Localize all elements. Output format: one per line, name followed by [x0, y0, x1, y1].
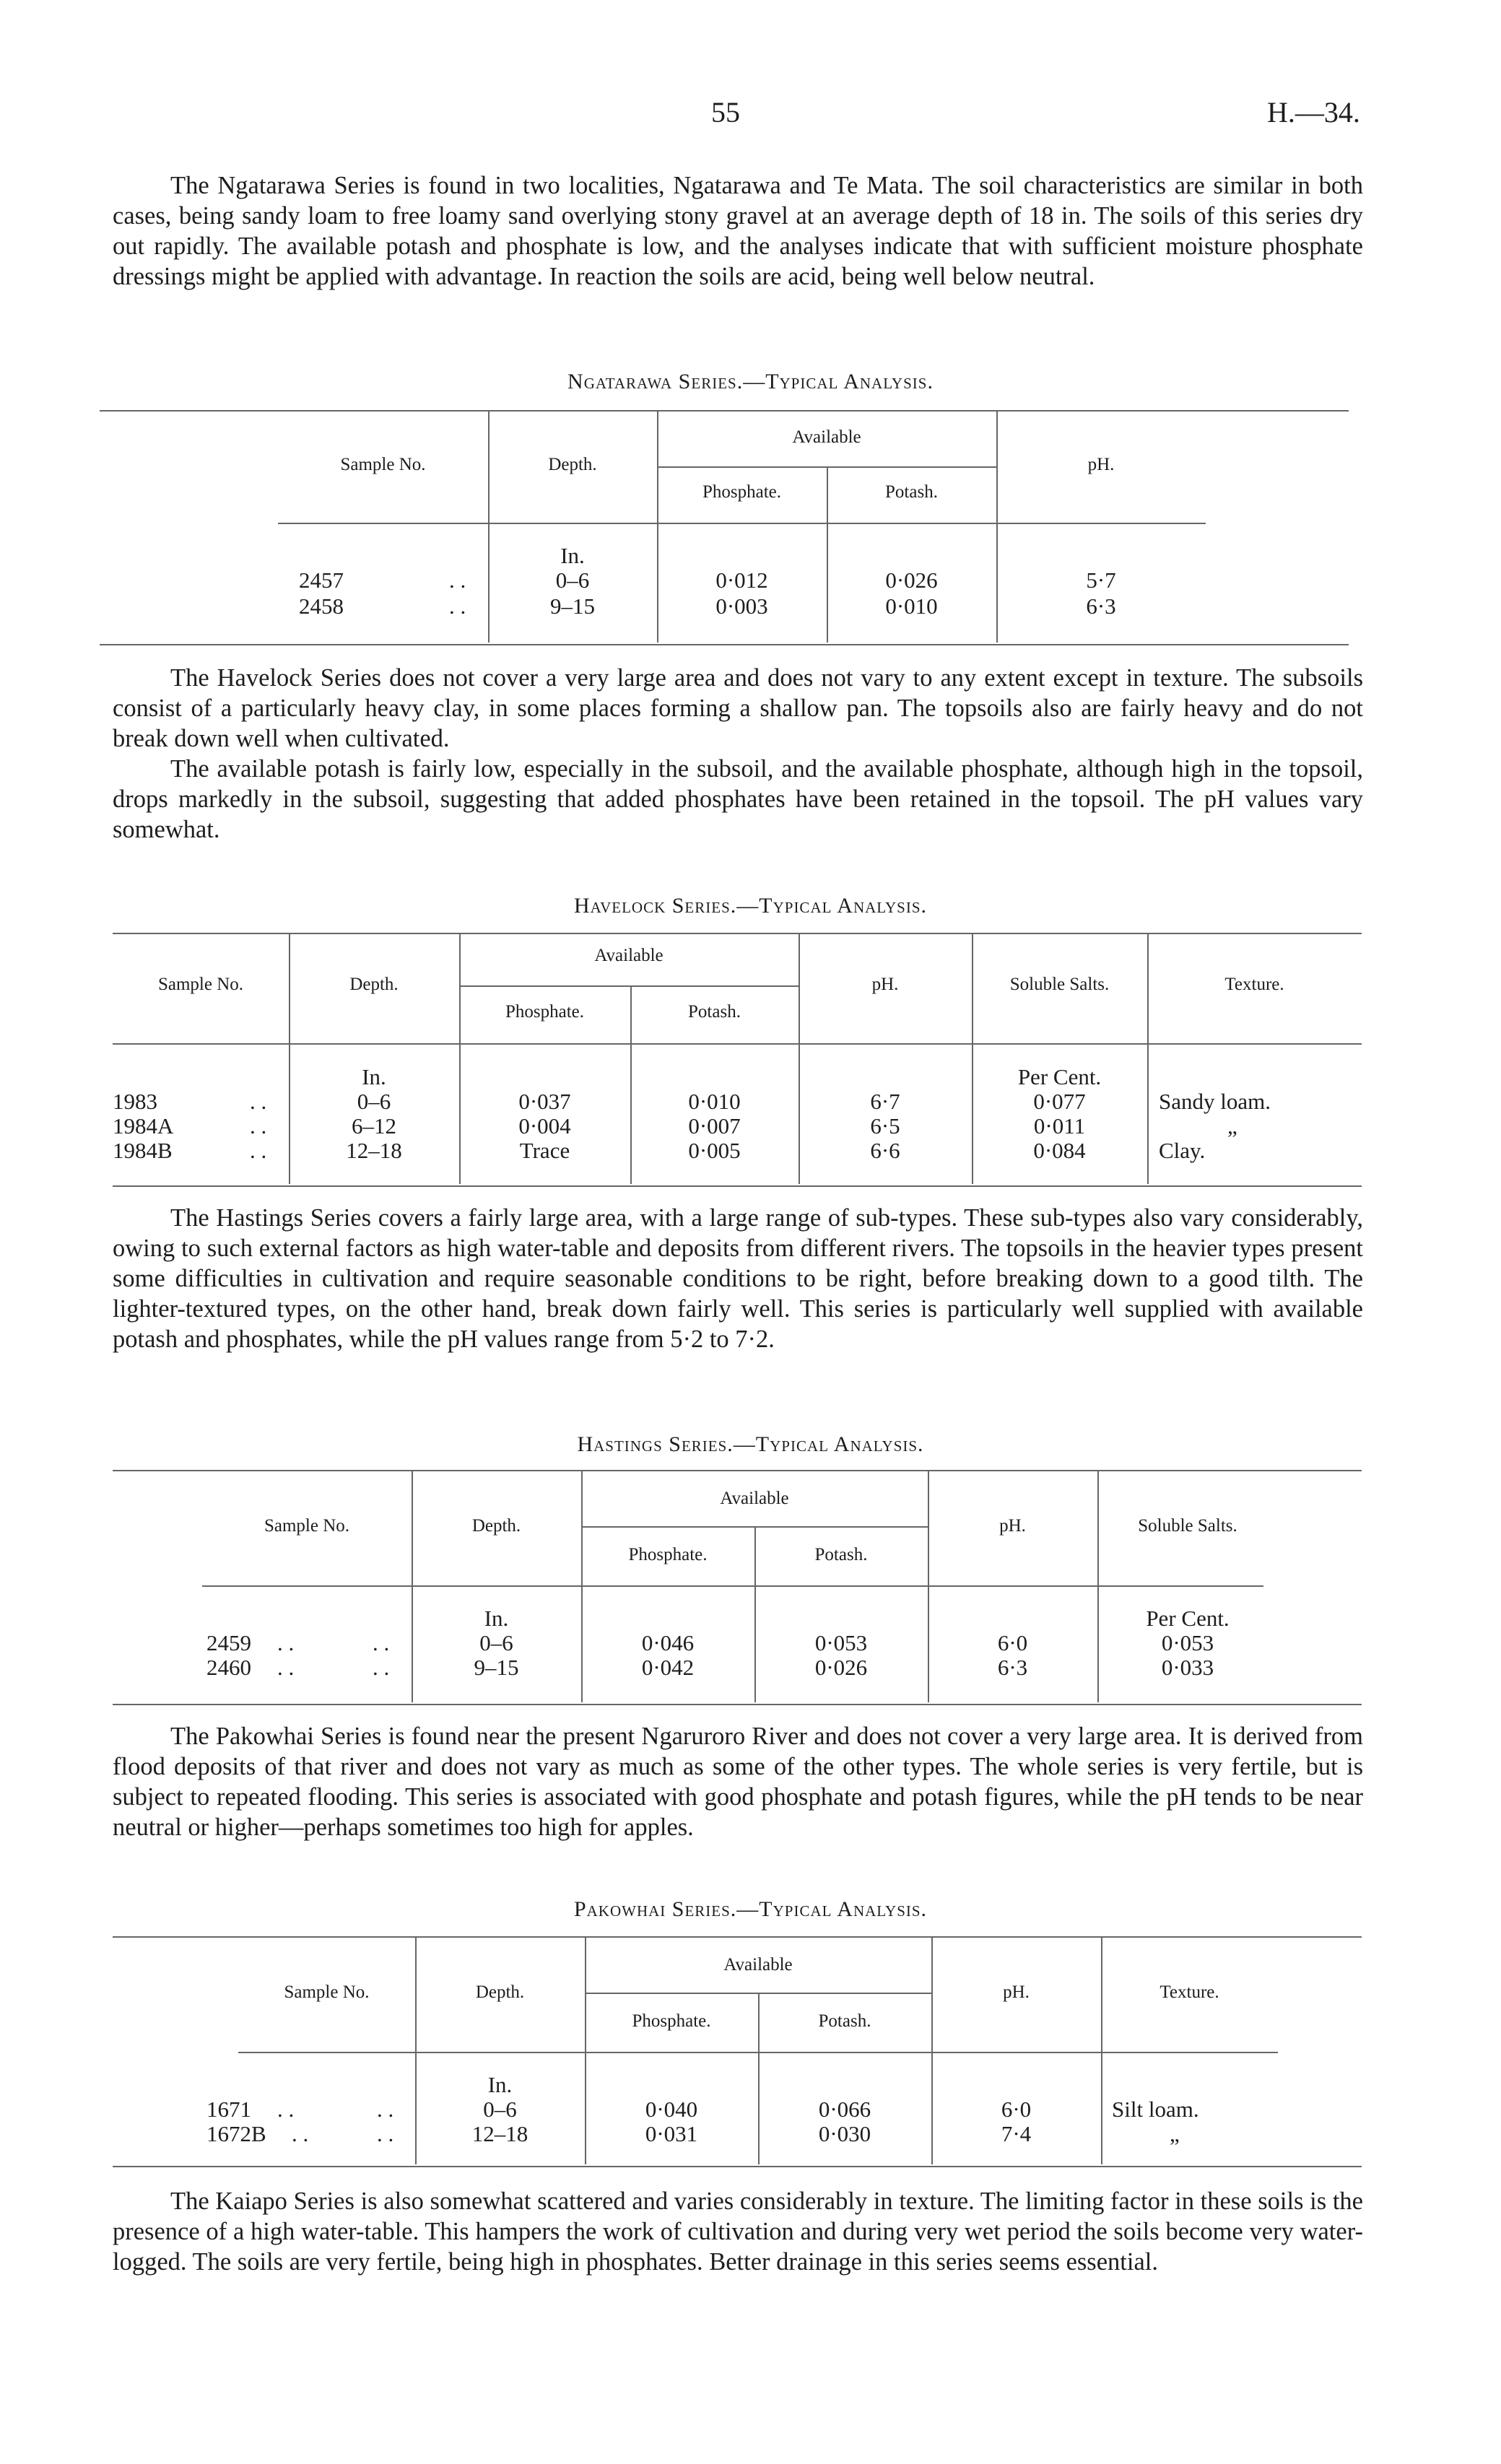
paragraph-kaiapo: The Kaiapo Series is also somewhat scattered and varies considerably in texture. The limiting factor in these soils is the presence of a high water-table. This hampers the work of cultivation and during very wet period the soils become very water-logged. The soils are very fertile, being high in phosphates. Better drainage in this series seems essential. — [113, 2187, 1363, 2276]
cell-ph: 6·6 — [870, 1138, 900, 1163]
leader-dots: . . — [377, 2097, 394, 2122]
depth-unit: In. — [560, 543, 585, 568]
leader-dots: . . — [277, 1655, 295, 1680]
paragraph-pakowhai: The Pakowhai Series is found near the present Ngaruroro River and does not cover a very large area. It is derived from flood deposits of that river and does not vary as much as some of the other types. The whole series is very fertile, but is subject to repeated flooding. This series is associated with good phosphate and potash figures, while the pH tends to be near neutral or higher—perhaps sometimes too high for apples. — [113, 1723, 1363, 1841]
leader-dots: . . — [277, 1630, 295, 1655]
col-header-potash: Potash. — [688, 1002, 741, 1022]
cell-soluble-salts: 0·077 — [1033, 1089, 1086, 1114]
col-header-available: Available — [792, 427, 861, 447]
cell-ph: 6·0 — [1001, 2097, 1032, 2122]
cell-depth: 0–6 — [483, 2097, 517, 2122]
col-header-sample-no: Sample No. — [157, 975, 244, 994]
leader-dots: . . — [449, 567, 466, 593]
cell-potash: 0·030 — [818, 2121, 871, 2146]
document-code: H.—34. — [1267, 96, 1360, 129]
col-header-depth: Depth. — [475, 1982, 525, 2002]
cell-depth: 0–6 — [479, 1630, 513, 1655]
leader-dots: . . — [449, 593, 466, 619]
cell-potash: 0·026 — [885, 567, 938, 593]
leader-dots: . . — [377, 2121, 394, 2146]
cell-potash: 0·010 — [885, 593, 938, 619]
paragraph-havelock-2: The available potash is fairly low, especially in the subsoil, and the available phosphate, although high in the topsoil, drops markedly in the subsoil, suggesting that added phosphates have been retained in the topsoil. The pH values vary somewhat. — [113, 755, 1363, 843]
cell-ph: 5·7 — [1086, 567, 1116, 593]
cell-ph: 6·0 — [997, 1630, 1028, 1655]
cell-sample: 2460 — [206, 1655, 251, 1680]
cell-phosphate: 0·040 — [645, 2097, 698, 2122]
cell-texture: „ — [1170, 2121, 1180, 2146]
cell-potash: 0·007 — [688, 1113, 741, 1139]
col-header-depth: Depth. — [349, 975, 399, 994]
cell-phosphate: Trace — [519, 1138, 570, 1163]
cell-ph: 6·3 — [1086, 593, 1116, 619]
cell-soluble-salts: 0·084 — [1033, 1138, 1086, 1163]
cell-texture: Clay. — [1159, 1138, 1206, 1163]
cell-phosphate: 0·042 — [641, 1655, 695, 1680]
paragraph-ngatarawa: The Ngatarawa Series is found in two localities, Ngatarawa and Te Mata. The soil characteristics are similar in both cases, being sandy loam to free loamy sand overlying stony gravel at an average depth of 18 in. The soils of this series dry out rapidly. The available potash and phosphate is low, and the analyses indicate that with sufficient moisture phosphate dressings might be applied with advantage. In reaction the soils are acid, being well below neutral. — [113, 172, 1363, 290]
col-header-available: Available — [723, 1955, 793, 1975]
leader-dots: . . — [250, 1138, 267, 1163]
col-header-depth: Depth. — [471, 1516, 521, 1536]
col-header-ph: pH. — [1087, 455, 1115, 474]
col-header-sample-no: Sample No. — [340, 455, 426, 474]
cell-depth: 9–15 — [550, 593, 595, 619]
paragraph-havelock-1: The Havelock Series does not cover a very large area and does not vary to any extent except in texture. The subsoils consist of a particularly heavy clay, in some places forming a shallow pan. The topsoils also are fairly heavy and do not break down well when cultivated. — [113, 664, 1363, 752]
cell-soluble-salts: 0·011 — [1033, 1113, 1086, 1139]
depth-unit: In. — [487, 2072, 513, 2097]
page-number: 55 — [711, 96, 740, 129]
table-title-ngatarawa: Ngatarawa Series.—Typical Analysis. — [567, 370, 934, 393]
cell-sample: 1672B — [206, 2121, 266, 2146]
col-header-sample-no: Sample No. — [264, 1516, 350, 1536]
col-header-phosphate: Phosphate. — [632, 2011, 711, 2031]
col-header-potash: Potash. — [885, 482, 938, 502]
depth-unit: In. — [484, 1606, 509, 1631]
leader-dots: . . — [373, 1655, 390, 1680]
col-header-phosphate: Phosphate. — [628, 1545, 708, 1564]
cell-depth: 6–12 — [352, 1113, 396, 1139]
leader-dots: . . — [373, 1630, 390, 1655]
cell-phosphate: 0·003 — [715, 593, 768, 619]
cell-depth: 0–6 — [357, 1089, 391, 1114]
cell-ph: 7·4 — [1001, 2121, 1032, 2146]
cell-potash: 0·005 — [688, 1138, 741, 1163]
table-title-havelock: Havelock Series.—Typical Analysis. — [573, 894, 928, 918]
cell-depth: 12–18 — [346, 1138, 402, 1163]
col-header-ph: pH. — [1003, 1982, 1030, 2002]
cell-sample: 1671 — [206, 2097, 251, 2122]
leader-dots: . . — [277, 2097, 295, 2122]
cell-depth: 12–18 — [471, 2121, 528, 2146]
cell-phosphate: 0·004 — [518, 1113, 571, 1139]
cell-sample: 2458 — [299, 593, 344, 619]
salts-unit: Per Cent. — [1146, 1606, 1230, 1631]
depth-unit: In. — [362, 1064, 386, 1089]
table-title-hastings: Hastings Series.—Typical Analysis. — [577, 1432, 924, 1456]
cell-potash: 0·026 — [814, 1655, 868, 1680]
col-header-ph: pH. — [871, 975, 899, 994]
cell-phosphate: 0·012 — [715, 567, 768, 593]
cell-potash: 0·066 — [818, 2097, 871, 2122]
col-header-soluble-salts: Soluble Salts. — [1138, 1516, 1237, 1536]
cell-phosphate: 0·037 — [518, 1089, 571, 1114]
cell-sample: 1983 — [113, 1089, 157, 1114]
col-header-potash: Potash. — [814, 1545, 868, 1564]
salts-unit: Per Cent. — [1017, 1064, 1102, 1089]
cell-depth: 9–15 — [474, 1655, 519, 1680]
cell-potash: 0·010 — [688, 1089, 741, 1114]
cell-texture: Sandy loam. — [1159, 1089, 1271, 1114]
cell-phosphate: 0·031 — [645, 2121, 698, 2146]
col-header-texture: Texture. — [1224, 975, 1284, 994]
cell-soluble-salts: 0·053 — [1161, 1630, 1214, 1655]
col-header-available: Available — [720, 1489, 789, 1508]
paragraph-hastings: The Hastings Series covers a fairly large area, with a large range of sub-types. These sub-types also vary considerably, owing to such external factors as high water-table and deposits from different rivers. The topsoils in the heavier types present some difficulties in cultivation and require seasonable conditions to be right, before breaking down to a good tilth. The lighter-textured types, on the other hand, break down fairly well. This series is particularly well supplied with available potash and phosphates, while the pH values range from 5·2 to 7·2. — [113, 1204, 1363, 1353]
cell-ph: 6·5 — [870, 1113, 900, 1139]
leader-dots: . . — [292, 2121, 309, 2146]
leader-dots: . . — [250, 1089, 267, 1114]
col-header-soluble-salts: Soluble Salts. — [1009, 975, 1110, 994]
leader-dots: . . — [250, 1113, 267, 1139]
col-header-phosphate: Phosphate. — [505, 1002, 585, 1022]
cell-sample: 2457 — [299, 567, 344, 593]
cell-ph: 6·7 — [870, 1089, 900, 1114]
cell-potash: 0·053 — [814, 1630, 868, 1655]
cell-texture: „ — [1227, 1113, 1237, 1139]
col-header-available: Available — [594, 946, 664, 965]
cell-soluble-salts: 0·033 — [1161, 1655, 1214, 1680]
cell-sample: 2459 — [206, 1630, 251, 1655]
col-header-depth: Depth. — [548, 455, 597, 474]
col-header-phosphate: Phosphate. — [702, 482, 782, 502]
cell-texture: Silt loam. — [1112, 2097, 1199, 2122]
cell-ph: 6·3 — [997, 1655, 1028, 1680]
col-header-potash: Potash. — [818, 2011, 871, 2031]
col-header-texture: Texture. — [1160, 1982, 1219, 2002]
cell-phosphate: 0·046 — [641, 1630, 695, 1655]
col-header-ph: pH. — [999, 1516, 1026, 1536]
cell-depth: 0–6 — [555, 567, 590, 593]
col-header-sample-no: Sample No. — [284, 1982, 370, 2002]
cell-sample: 1984A — [113, 1113, 174, 1139]
cell-sample: 1984B — [113, 1138, 173, 1163]
table-title-pakowhai: Pakowhai Series.—Typical Analysis. — [573, 1897, 928, 1921]
